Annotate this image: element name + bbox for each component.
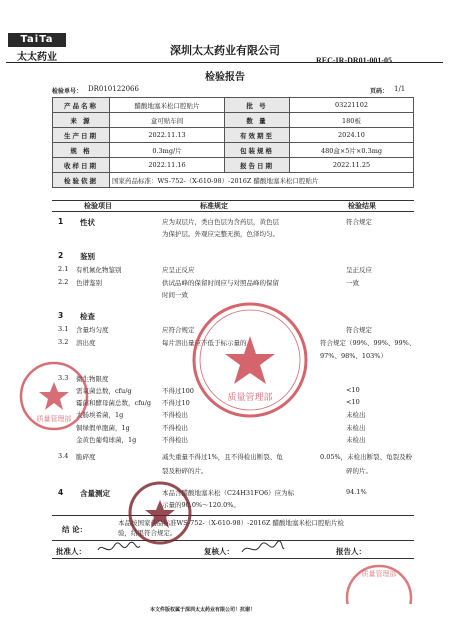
row-item: 需氧菌总数，cfu/g bbox=[76, 387, 132, 395]
quality-dept-seal-conclusion bbox=[120, 478, 200, 548]
report-no: DR010122066 bbox=[88, 85, 139, 93]
page-number: 1/1 bbox=[394, 85, 406, 93]
spec-value: 0.3mg/片 bbox=[110, 143, 225, 158]
row-standard: 不得检出 bbox=[162, 436, 188, 444]
report-no-label: 检验单号： bbox=[52, 88, 83, 95]
report-date-label: 报告日期 bbox=[225, 158, 290, 173]
mfg-label: 生产日期 bbox=[53, 128, 110, 143]
row-result: 呈正反应 bbox=[346, 266, 372, 274]
recv-label: 收样日期 bbox=[53, 158, 110, 173]
col-result-header: 检验结果 bbox=[348, 202, 376, 210]
seal-left-text: 质量管理部 bbox=[36, 415, 72, 423]
row-item: 铜绿假单胞菌，1g bbox=[76, 424, 130, 432]
conclusion-top-rule bbox=[52, 515, 414, 516]
row-number: 3.3 bbox=[58, 374, 69, 382]
pack-label: 包装规格 bbox=[225, 143, 290, 158]
row-standard: 供试品峰的保留时间应与对照品峰的保留 bbox=[162, 279, 279, 287]
company-logo: TaiTa bbox=[8, 33, 66, 47]
row-standard: 本品含醋酸地塞米松（C24H31FO6）应为标 bbox=[162, 489, 295, 497]
signature-bottom-rule bbox=[52, 558, 414, 559]
company-name: 深圳太太药业有限公司 bbox=[170, 44, 280, 57]
recv-value: 2022.11.16 bbox=[110, 158, 225, 173]
reporter-label: 报告人： bbox=[336, 547, 366, 556]
row-item: 有机氟化物鉴别 bbox=[76, 266, 122, 274]
row-standard: 不得检出 bbox=[162, 411, 188, 419]
pack-value: 480盒×5片×0.3mg bbox=[290, 143, 414, 158]
quality-dept-seal-left bbox=[18, 360, 90, 432]
company-logo-cn: 太太药业 bbox=[17, 52, 57, 63]
row-item: 微生物限度 bbox=[76, 375, 109, 383]
row-number: 3 bbox=[58, 311, 64, 320]
row-standard: 应呈正反应 bbox=[162, 266, 195, 274]
row-standard: 时间一致 bbox=[162, 291, 188, 299]
quality-dept-seal-center bbox=[190, 300, 310, 420]
row-number: 2.2 bbox=[58, 278, 69, 286]
conclusion-label: 结 论： bbox=[62, 525, 88, 534]
row-result: 94.1% bbox=[346, 488, 367, 496]
row-item: 大肠埃希菌，1g bbox=[76, 411, 124, 419]
row-result: 未检出 bbox=[346, 424, 366, 432]
page-label: 页码： bbox=[370, 88, 389, 95]
row-standard: 每片溶出量应不低于标示量的 bbox=[162, 339, 247, 347]
row-result: 一致 bbox=[346, 279, 359, 287]
row-item: 色谱鉴别 bbox=[76, 279, 102, 287]
reviewer-label: 复核人： bbox=[204, 547, 234, 556]
row-item: 含量测定 bbox=[80, 489, 110, 498]
row-result: 符合规定 bbox=[346, 218, 372, 226]
source-label: 来 源 bbox=[53, 113, 110, 128]
col-standard-header: 标准规定 bbox=[200, 202, 228, 210]
row-result: 未检出 bbox=[346, 411, 366, 419]
row-result: <10 bbox=[346, 398, 360, 406]
row-standard: 为保护层。外观应完整无损，色泽均匀。 bbox=[162, 230, 279, 238]
quality-dept-seal-bottom bbox=[344, 560, 414, 604]
sample-info-table bbox=[52, 97, 414, 188]
product-label: 产品名称 bbox=[53, 98, 110, 113]
row-number: 1 bbox=[58, 217, 64, 226]
reviewer-signature bbox=[240, 540, 286, 558]
mfg-value: 2022.11.13 bbox=[110, 128, 225, 143]
exp-label: 有效期至 bbox=[225, 128, 290, 143]
exp-value: 2024.10 bbox=[290, 128, 414, 143]
document-number: REC-IR-DR01-001-05 bbox=[316, 56, 392, 65]
row-number: 4 bbox=[58, 488, 64, 497]
conclusion-text: 本品按国家药品标准WS-752-（X-610-98）-2016Z 醋酸地塞米松口腔贴片检 bbox=[118, 519, 344, 527]
qty-value: 180板 bbox=[290, 113, 414, 128]
row-standard: 裂及粉碎的片。 bbox=[162, 467, 208, 475]
column-header-bottom-rule bbox=[52, 211, 414, 212]
basis-label: 检验依据 bbox=[53, 173, 110, 188]
approver-label: 批准人： bbox=[56, 547, 86, 556]
col-item-header: 检验项目 bbox=[84, 202, 112, 210]
row-result: 未检出 bbox=[346, 436, 366, 444]
row-item: 金黄色葡萄球菌，1g bbox=[76, 436, 137, 444]
report-title: 检验报告 bbox=[205, 72, 245, 83]
report-date-value: 2022.11.25 bbox=[290, 158, 414, 173]
row-standard: 应为双层片，类白色层为含药层，黄色层 bbox=[162, 218, 279, 226]
row-item: 脆碎度 bbox=[76, 453, 96, 461]
row-number: 2.1 bbox=[58, 265, 69, 273]
row-number: 3.4 bbox=[58, 452, 69, 460]
row-standard: 不得检出 bbox=[162, 424, 188, 432]
row-item: 鉴别 bbox=[80, 252, 95, 261]
footer-note: 本文件版权属于深圳太太药业有限公司！抗谢！ bbox=[150, 607, 256, 613]
row-item: 霉菌和酵母菌总数，cfu/g bbox=[76, 399, 152, 407]
seal-bottom-text: 质量管理部 bbox=[361, 570, 397, 578]
batch-label: 批 号 bbox=[225, 98, 290, 113]
row-item: 含量均匀度 bbox=[76, 326, 109, 334]
conclusion-text-2: 验，结果符合规定。 bbox=[118, 529, 177, 537]
row-result: 符合规定 bbox=[346, 326, 372, 334]
product-value: 醋酸地塞米松口腔贴片 bbox=[110, 98, 225, 113]
row-standard: 减失重量不得过1%，且不得检出断裂、龟 bbox=[162, 453, 283, 461]
qty-label: 数 量 bbox=[225, 113, 290, 128]
seal-center-text: 质量管理部 bbox=[227, 393, 273, 403]
row-result: 0.05%，未检出断裂、龟裂及粉 bbox=[320, 453, 413, 461]
row-standard: 应符合规定 bbox=[162, 326, 195, 334]
row-result: 97%、98%、103%） bbox=[320, 352, 387, 360]
spec-label: 规 格 bbox=[53, 143, 110, 158]
row-number: 3.1 bbox=[58, 325, 69, 333]
source-value: 盒可贴车间 bbox=[110, 113, 225, 128]
row-number: 2 bbox=[58, 251, 64, 260]
row-item: 溶出度 bbox=[76, 339, 96, 347]
row-item: 检查 bbox=[80, 312, 95, 321]
basis-value: 国家药品标准：WS-752-（X-610-98）-2016Z 醋酸地塞米松口腔贴片 bbox=[110, 173, 414, 188]
seal-left-star-icon bbox=[39, 382, 69, 410]
row-item: 性状 bbox=[80, 218, 95, 227]
row-result: <10 bbox=[346, 386, 360, 394]
seal-star-icon bbox=[225, 336, 275, 384]
row-number: 3.2 bbox=[58, 338, 69, 346]
batch-value: 03221102 bbox=[290, 98, 414, 113]
row-standard: 不得过100 bbox=[162, 387, 194, 395]
row-result: 符合规定（99%、99%、99%、 bbox=[320, 339, 416, 347]
row-standard: 示量的90.0%～120.0%。 bbox=[162, 501, 240, 509]
seal-conclusion-star-icon bbox=[145, 500, 175, 528]
row-standard: 不得过10 bbox=[162, 399, 190, 407]
row-result: 碎的片。 bbox=[346, 467, 372, 475]
header-rule bbox=[6, 62, 443, 63]
